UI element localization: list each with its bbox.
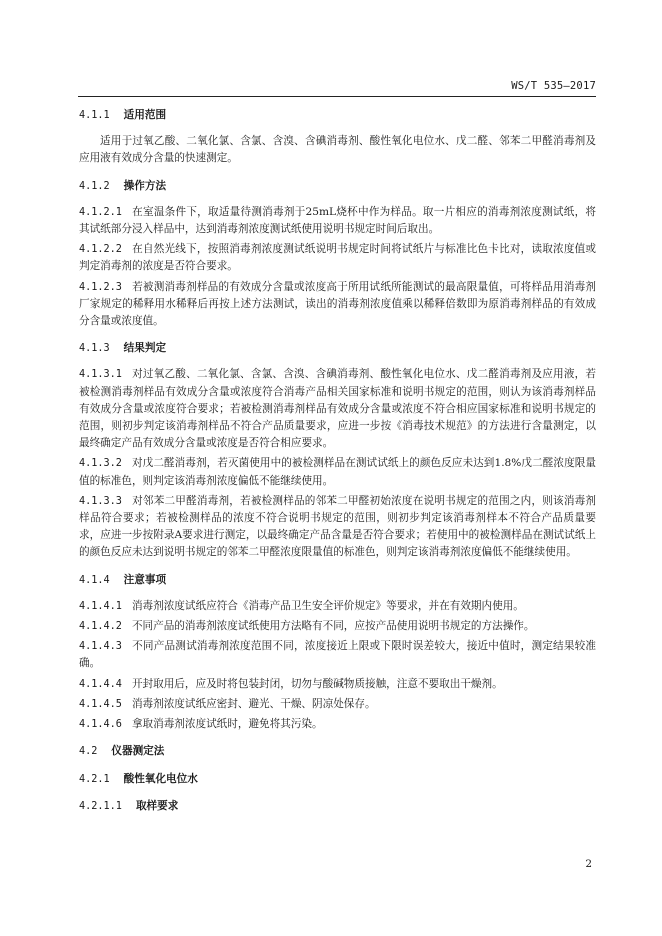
- section-title: 仪器测定法: [111, 745, 165, 758]
- clause-item: [79, 716, 596, 733]
- clause-number: 4.1.4.5: [79, 698, 122, 710]
- clause-text: 在室温条件下，取适量待测消毒剂于25mL烧杯中作为样品。取一片相应的消毒剂浓度测试纸，将其试纸部分浸入样品中，达到消毒剂浓度测试纸使用说明书规定时间后取出。: [79, 205, 596, 236]
- clause-text: 消毒剂浓度试纸应密封、避光、干燥、阴凉处保存。: [131, 697, 376, 710]
- clause-number: 4.1.3.3: [79, 495, 122, 507]
- clause-item: [79, 638, 596, 672]
- clause-number: 4.1.4.3: [79, 641, 122, 653]
- clause-number: 4.1.4.4: [79, 678, 122, 690]
- clause-text: 开封取用后，应及时将包装封闭，切勿与酸碱物质接触，注意不要取出干燥剂。: [131, 677, 503, 690]
- section-number: 4.2.1.1: [79, 800, 122, 812]
- clause-text: 消毒剂浓度试纸应符合《消毒产品卫生安全评价规定》等要求，并在有效期内使用。: [131, 599, 524, 612]
- clause-item: [79, 241, 596, 275]
- section-number: 4.2: [79, 746, 98, 758]
- standard-code: WS/T 535—2017: [511, 80, 596, 92]
- section-title: 酸性氧化电位水: [123, 772, 198, 785]
- section-heading: [79, 798, 596, 815]
- clause-item: [79, 204, 596, 238]
- section-number: 4.1.2: [79, 180, 110, 192]
- page-number: 2: [585, 858, 592, 870]
- section-heading: [79, 743, 596, 760]
- clause-text: 不同产品的消毒剂浓度试纸使用方法略有不同，应按产品使用说明书规定的方法操作。: [131, 620, 535, 633]
- clause-number: 4.1.2.1: [79, 206, 122, 218]
- clause-item: [79, 279, 596, 331]
- clause-number: 4.1.3.2: [79, 458, 122, 470]
- clause-text: 拿取消毒剂浓度试纸时，避免将其污染。: [131, 718, 323, 731]
- section-title: 结果判定: [123, 342, 167, 355]
- body-paragraph: 适用于过氧乙酸、二氧化氯、含氯、含溴、含碘消毒剂、酸性氧化电位水、戊二醛、邻苯二甲醛消毒剂及应用液有效成分含量的快速测定。: [79, 135, 596, 165]
- clause-number: 4.1.4.1: [79, 600, 122, 612]
- clause-text: 不同产品测试消毒剂浓度范围不同，浓度接近上限或下限时误差较大，接近中值时，测定结果较准确。: [79, 640, 596, 670]
- clause-number: 4.1.2.2: [79, 244, 122, 256]
- clause-item: [79, 493, 596, 562]
- clause-number: 4.1.2.3: [79, 281, 122, 293]
- clause-item: [79, 676, 596, 693]
- section-heading: [79, 572, 596, 589]
- clause-text: 在自然光线下，按照消毒剂浓度测试纸说明书规定时间将试纸片与标准比色卡比对，读取浓度值或判定消毒剂的浓度是否符合要求。: [79, 243, 596, 273]
- clause-text: 对邻苯二甲醛消毒剂，若被检测样品的邻苯二甲醛初始浓度在说明书规定的范围之内，则该消毒剂样品符合要求；若被检测样品的浓度不符合说明书规定的范围，则初步判定该消毒剂样本不符合产品质量要求，应进一步按附录A要求进行测定，以最终确定产品含量是否符合要求；若使用中的被检测样品在测试试纸上的颜色反应未达到说明书规定的邻苯二甲醛浓度限量值的标准色，则判定该消毒剂浓度偏低不能继续使用。: [79, 494, 596, 559]
- section-number: 4.2.1: [79, 773, 110, 785]
- document-body: [79, 107, 596, 824]
- section-heading: [79, 107, 596, 124]
- section-title: 适用范围: [123, 109, 167, 121]
- clause-item: [79, 455, 596, 489]
- section-title: 取样要求: [135, 799, 179, 812]
- section-number: 4.1.4: [79, 574, 110, 586]
- clause-item: [79, 696, 596, 713]
- section-heading: [79, 178, 596, 195]
- clause-number: 4.1.3.1: [79, 369, 122, 381]
- clause-item: [79, 366, 596, 452]
- clause-item: [79, 598, 596, 615]
- clause-number: 4.1.4.6: [79, 719, 122, 731]
- clause-text: 对过氧乙酸、二氧化氯、含氯、含溴、含碘消毒剂、酸性氧化电位水、戊二醛消毒剂及应用液，若被检测消毒剂样品有效成分含量或浓度符合消毒产品相关国家标准和说明书规定的范围，则认为该消毒剂样品有效成分含量或浓度符合要求；若被检测消毒剂样品有效成分含量或浓度不符合相应国家标准和说明书规定的范围，则初步判定该消毒剂样品不符合产品质量要求，应进一步按《消毒技术规范》的方法进行含量测定，以最终确定产品有效成分含量或浓度是否符合相应要求。: [79, 368, 596, 450]
- clause-text: 若被测消毒剂样品的有效成分含量或浓度高于所用试纸所能测试的最高限量值，可将样品用消毒剂厂家规定的稀释用水稀释后再按上述方法测试，读出的消毒剂浓度值乘以稀释倍数即为原消毒剂样品的有效成分含量或浓度值。: [79, 280, 596, 328]
- clause-text: 对戊二醛消毒剂，若灭菌使用中的被检测样品在测试试纸上的颜色反应未达到1.8%戊二醛浓度限量值的标准色，则判定该消毒剂浓度偏低不能继续使用。: [79, 457, 596, 487]
- section-title: 操作方法: [123, 179, 167, 192]
- header-rule: [78, 96, 596, 97]
- section-heading: [79, 771, 596, 788]
- section-number: 4.1.3: [79, 343, 110, 355]
- section-number: 4.1.1: [79, 110, 110, 121]
- section-heading: [79, 340, 596, 357]
- section-title: 注意事项: [123, 573, 167, 586]
- clause-number: 4.1.4.2: [79, 621, 122, 633]
- clause-item: [79, 618, 596, 635]
